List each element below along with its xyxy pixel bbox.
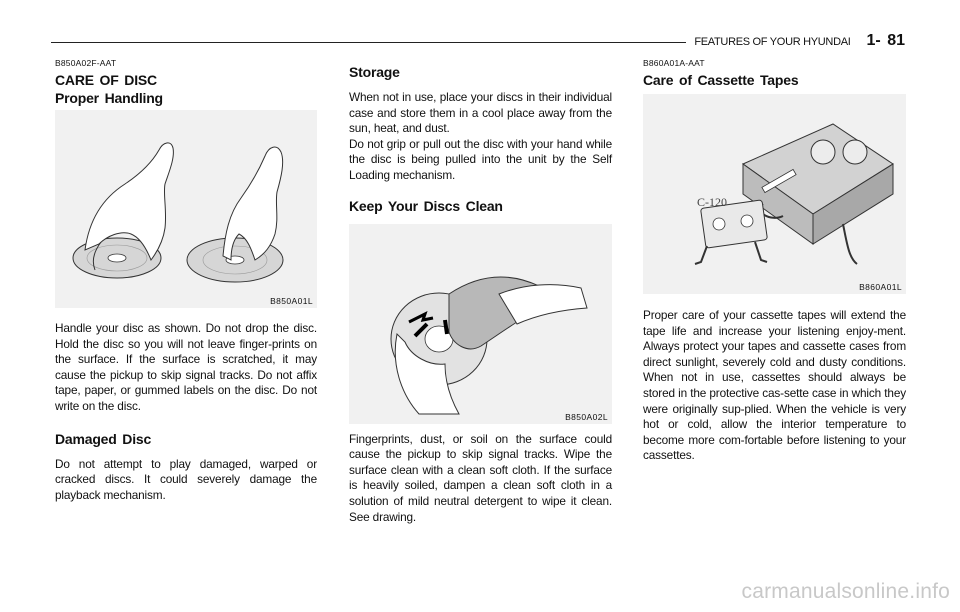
- damaged-paragraph: Do not attempt to play damaged, warped or cracked discs. It could severely damage the playback mechanism.: [55, 456, 317, 502]
- subtitle-cassette-care: Care of Cassette Tapes: [643, 72, 799, 88]
- figure-cassette-tapes: [643, 94, 906, 294]
- cassette-paragraph: Proper care of your cassette tapes will extend the tape life and increase your listening enjoy-ment. Always protect your tapes and cassette cases from direct sunlight, severely cold and dusty conditions. When not in use, cassettes should always be stored in the protective cas-sette case in which they were originally sup-plied. When the vehicle is very hot or cold, allow the interior temperature to become more com-fortable before listening to your cassettes.: [643, 308, 906, 463]
- cassette-illustration: [643, 94, 906, 294]
- figure-caption: B850A01L: [270, 296, 313, 306]
- storage-paragraph-2: Do not grip or pull out the disc with your hand while the disc is being pulled into the unit by the Self Loading mechanism.: [349, 136, 612, 182]
- storage-paragraph-1: When not in use, place your discs in their individual case and store them in a cool place away from the sun, heat, and dust.: [349, 90, 612, 136]
- section-name: FEATURES OF YOUR HYUNDAI: [694, 36, 851, 48]
- page-number: 1- 81: [866, 32, 905, 49]
- column-care-of-disc: [55, 58, 317, 503]
- subtitle-proper-handling: Proper Handling: [55, 90, 163, 106]
- figure-caption: B850A02L: [565, 411, 608, 422]
- subtitle-storage: Storage: [349, 64, 400, 80]
- figure-disc-handling: [55, 110, 317, 308]
- subtitle-damaged-disc: Damaged Disc: [55, 430, 152, 447]
- subtitle-keep-clean: Keep Your Discs Clean: [349, 197, 503, 214]
- running-head: [694, 32, 905, 50]
- figure-caption: B860A01L: [859, 282, 902, 292]
- figure-disc-cleaning: [349, 224, 612, 424]
- clean-paragraph: Fingerprints, dust, or soil on the surface could cause the pickup to skip signal tracks. Wipe the surface clean with a clean soft cloth. If the surface is heavily soiled, dampen a clean soft cloth in a solution of mild neutral detergent to wipe it clean. See drawing.: [349, 431, 612, 524]
- cassette-label: C-120: [697, 195, 727, 209]
- watermark: carmanualsonline.info: [741, 580, 950, 603]
- section-title: CARE OF DISC: [55, 72, 157, 88]
- section-code: B860A01A-AAT: [643, 58, 705, 68]
- section-code: B850A02F-AAT: [55, 58, 117, 68]
- column-cassette-care: [643, 58, 906, 464]
- header-rule: [51, 42, 686, 43]
- disc-handling-illustration: [55, 110, 317, 308]
- handling-paragraph: Handle your disc as shown. Do not drop the disc. Hold the disc so you will not leave finger-prints on the surface. If the surface is scratched, it may cause the pickup to skip signal tracks. Do not affix tape, paper, or gummed labels on the disc. Do not write on the disc.: [55, 321, 317, 413]
- column-storage: [349, 64, 612, 525]
- disc-cleaning-illustration: [349, 224, 612, 424]
